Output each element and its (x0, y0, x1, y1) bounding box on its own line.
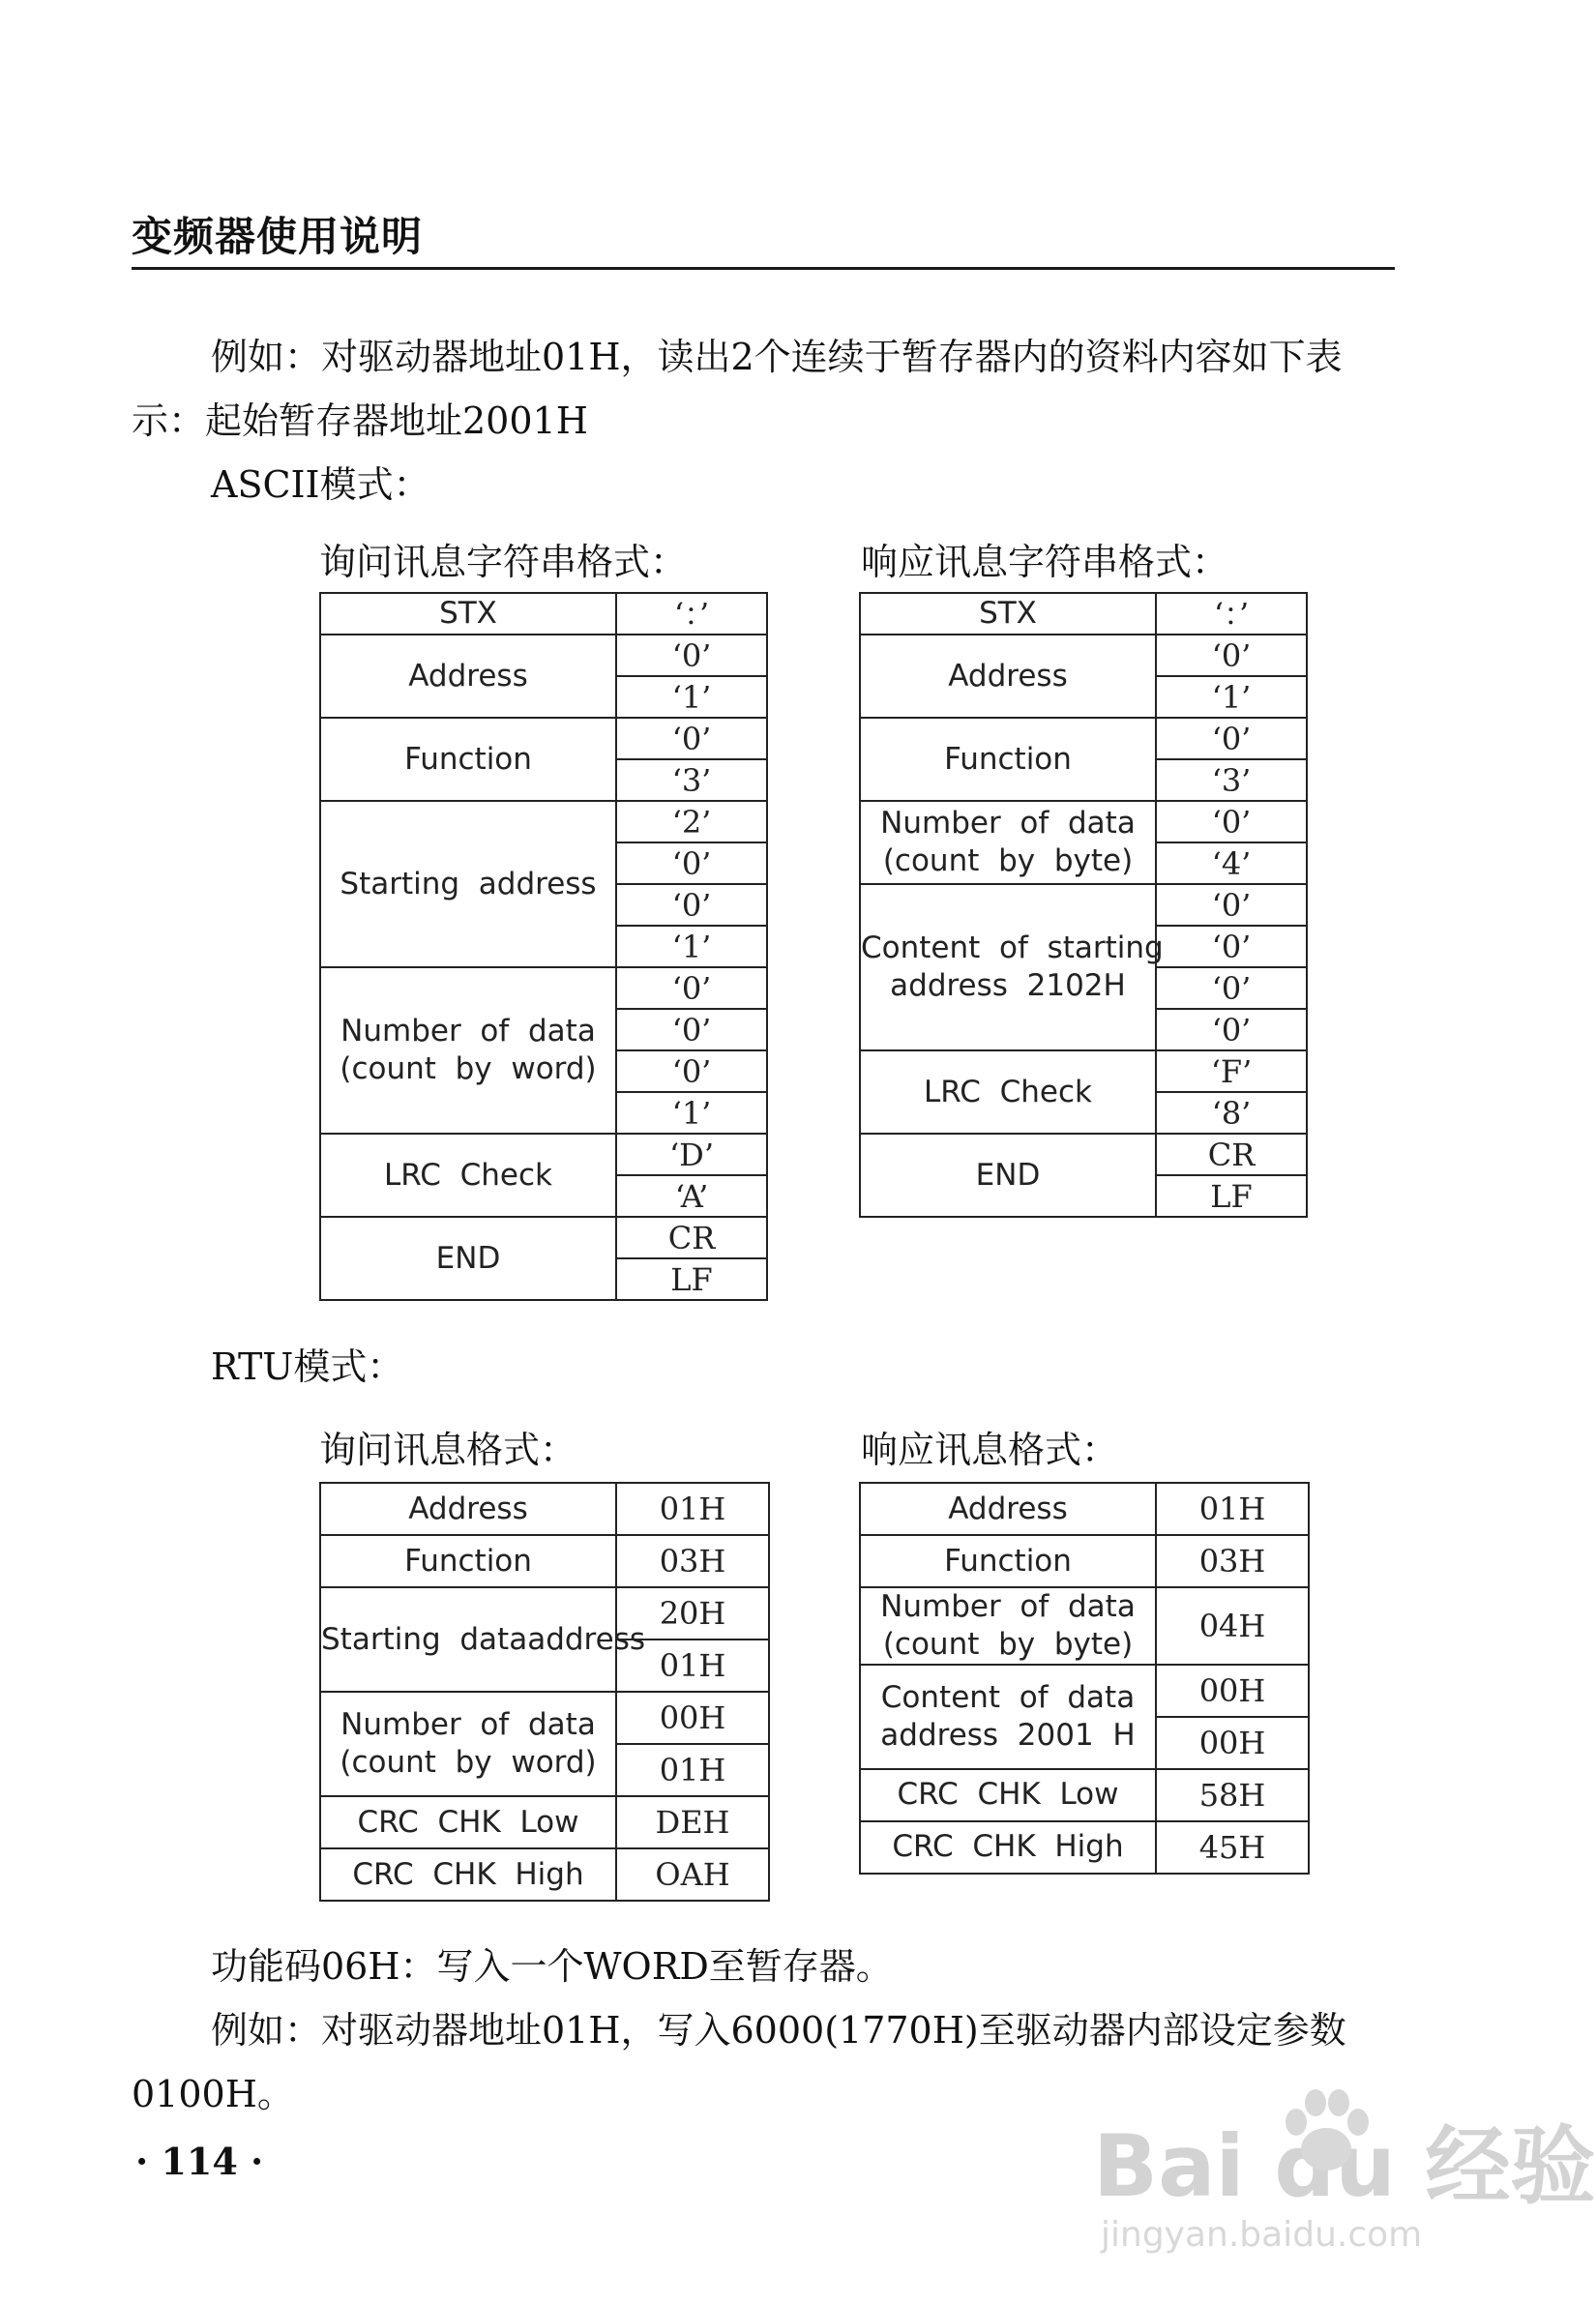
field-label: Address (860, 1483, 1156, 1535)
field-value: 00H (1156, 1665, 1309, 1717)
field-value: ‘F’ (1156, 1050, 1307, 1092)
rtu-query-table (319, 1482, 770, 1902)
ascii-response-title: 响应讯息字符串格式： (861, 541, 1229, 583)
field-label: Address (320, 1483, 616, 1535)
func06-line: 功能码06H：写入一个WORD至暂存器。 (211, 1945, 893, 1988)
field-label: Function (860, 1535, 1156, 1587)
field-label: LRC Check (860, 1050, 1156, 1134)
table-row (860, 1535, 1309, 1587)
table-row (320, 593, 767, 635)
ascii-query-title: 询问讯息字符串格式： (319, 541, 688, 583)
ascii-response-table (859, 592, 1308, 1218)
field-value: ‘3’ (1156, 759, 1307, 801)
field-value: ‘0’ (616, 967, 767, 1009)
paragraph-line: 0100H。 (132, 2073, 294, 2115)
table-row (860, 1769, 1309, 1821)
field-value: DEH (616, 1796, 769, 1848)
field-label: Number of data (count by word) (320, 1692, 616, 1796)
field-value: ‘1’ (616, 926, 767, 967)
table-row (320, 718, 767, 759)
field-label: Function (320, 1535, 616, 1587)
field-value: ‘A’ (616, 1175, 767, 1217)
field-label: CRC CHK High (860, 1821, 1156, 1874)
table-row (320, 635, 767, 676)
field-value: ‘0’ (1156, 884, 1307, 926)
field-value: ‘0’ (1156, 926, 1307, 967)
field-value: 45H (1156, 1821, 1309, 1874)
field-value: ‘：’ (1156, 593, 1307, 635)
page-number: · 114 · (135, 2140, 264, 2183)
field-value: ‘8’ (1156, 1092, 1307, 1134)
field-label: Content of starting address 2102H (860, 884, 1156, 1050)
rtu-query-title: 询问讯息格式： (319, 1429, 577, 1471)
field-label: Content of data address 2001 H (860, 1665, 1156, 1769)
field-label: Function (860, 718, 1156, 801)
table-row (860, 1821, 1309, 1874)
field-value: 00H (616, 1692, 769, 1744)
field-label: LRC Check (320, 1134, 616, 1217)
table-row (860, 718, 1307, 759)
field-label: Number of data (count by byte) (860, 1587, 1156, 1665)
field-label: Number of data (count by byte) (860, 801, 1156, 884)
field-value: ‘0’ (1156, 801, 1307, 842)
rtu-response-table (859, 1482, 1310, 1875)
paragraph-line: 例如：对驱动器地址01H，写入6000(1770H)至驱动器内部设定参数 (211, 2009, 1346, 2052)
field-value: ‘1’ (616, 1092, 767, 1134)
table-row (320, 967, 767, 1009)
rtu-response-title: 响应讯息格式： (861, 1429, 1119, 1471)
field-value: 03H (616, 1535, 769, 1587)
watermark-logo: Bai du 经验 (1093, 2116, 1596, 2216)
ascii-mode-heading: ASCII模式： (211, 463, 430, 506)
table-row (860, 635, 1307, 676)
field-value: 01H (1156, 1483, 1309, 1535)
table-row (320, 1848, 769, 1901)
table-row (320, 1483, 769, 1535)
field-label: CRC CHK Low (860, 1769, 1156, 1821)
field-value: OAH (616, 1848, 769, 1901)
field-value: ‘0’ (1156, 1009, 1307, 1050)
table-row (860, 593, 1307, 635)
table-row (320, 1134, 767, 1175)
field-value: ‘0’ (616, 635, 767, 676)
watermark-url: jingyan.baidu.com (1101, 2215, 1423, 2255)
table-row (320, 1535, 769, 1587)
field-value: 20H (616, 1587, 769, 1639)
table-row (860, 1665, 1309, 1717)
field-value: 01H (616, 1639, 769, 1692)
table-row (860, 1134, 1307, 1175)
field-label: STX (860, 593, 1156, 635)
field-value: 01H (616, 1483, 769, 1535)
table-row (320, 1692, 769, 1744)
field-label: CRC CHK Low (320, 1796, 616, 1848)
field-label: Function (320, 718, 616, 801)
field-value: 04H (1156, 1587, 1309, 1665)
field-value: ‘0’ (1156, 635, 1307, 676)
field-value: ‘2’ (616, 801, 767, 842)
field-value: ‘1’ (1156, 676, 1307, 718)
field-value: 58H (1156, 1769, 1309, 1821)
watermark (1083, 2080, 1596, 2273)
field-value: ‘4’ (1156, 842, 1307, 884)
table-row (860, 801, 1307, 842)
field-value: ‘1’ (616, 676, 767, 718)
rtu-mode-heading: RTU模式： (211, 1345, 404, 1388)
paragraph-line: 示：起始暂存器地址2001H (132, 399, 588, 442)
field-value: ‘0’ (616, 1050, 767, 1092)
paw-icon (1273, 2080, 1379, 2186)
field-label: Number of data (count by word) (320, 967, 616, 1134)
field-value: ‘0’ (1156, 967, 1307, 1009)
field-value: CR (1156, 1134, 1307, 1175)
table-row (860, 1050, 1307, 1092)
table-row (320, 1587, 769, 1639)
field-value: ‘D’ (616, 1134, 767, 1175)
field-label: Starting address (320, 801, 616, 967)
field-value: ‘0’ (1156, 718, 1307, 759)
table-row (860, 884, 1307, 926)
field-label: STX (320, 593, 616, 635)
field-value: 00H (1156, 1717, 1309, 1769)
paragraph-line: 例如：对驱动器地址01H，读出2个连续于暂存器内的资料内容如下表 (211, 336, 1343, 378)
field-label: Address (860, 635, 1156, 718)
field-label: CRC CHK High (320, 1848, 616, 1901)
field-value: ‘3’ (616, 759, 767, 801)
field-label: END (860, 1134, 1156, 1217)
header-rule (132, 267, 1395, 270)
header-title: 变频器使用说明 (132, 213, 424, 260)
field-value: 03H (1156, 1535, 1309, 1587)
field-value: CR (616, 1217, 767, 1258)
table-row (860, 1483, 1309, 1535)
field-label: END (320, 1217, 616, 1300)
field-value: LF (1156, 1175, 1307, 1217)
table-row (320, 1796, 769, 1848)
field-label: Address (320, 635, 616, 718)
field-value: ‘0’ (616, 842, 767, 884)
ascii-query-table (319, 592, 768, 1301)
field-value: LF (616, 1258, 767, 1300)
field-value: ‘0’ (616, 1009, 767, 1050)
table-row (320, 801, 767, 842)
field-value: ‘：’ (616, 593, 767, 635)
table-row (320, 1217, 767, 1258)
field-value: ‘0’ (616, 718, 767, 759)
field-label: Starting dataaddress (320, 1587, 616, 1692)
table-row (860, 1587, 1309, 1665)
field-value: ‘0’ (616, 884, 767, 926)
field-value: 01H (616, 1744, 769, 1796)
